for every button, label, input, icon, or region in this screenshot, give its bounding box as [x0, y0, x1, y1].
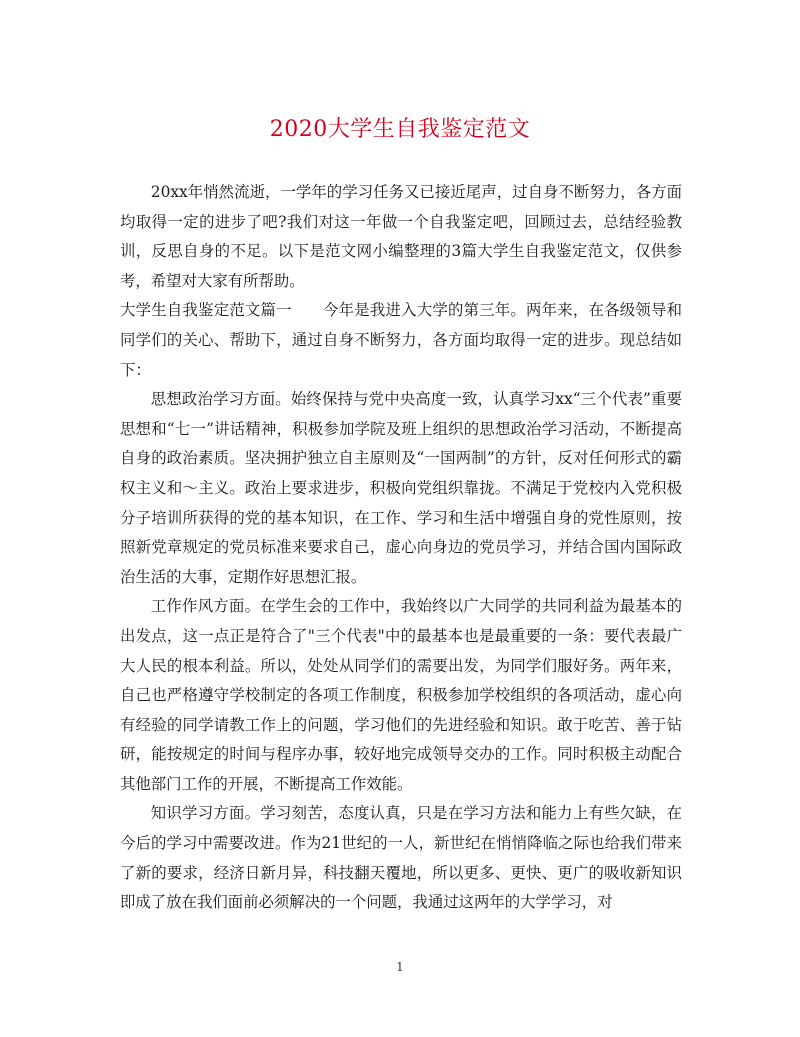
- document-body: [120, 178, 682, 918]
- paragraph-intro: 20xx年悄然流逝，一学年的学习任务又已接近尾声，过自身不断努力，各方面均取得一定的进步了吧?我们对这一年做一个自我鉴定吧，回顾过去，总结经验教训，反思自身的不足。以下是范文网小编整理的3篇大学生自我鉴定范文，仅供参考，希望对大家有所帮助。: [120, 183, 682, 290]
- paragraph-knowledge-study: 知识学习方面。学习刻苦，态度认真，只是在学习方法和能力上有些欠缺，在今后的学习中需要改进。作为21世纪的一人，新世纪在悄悄降临之际也给我们带来了新的要求，经济日新月异，科技翻天覆地，所以更多、更快、更广的吸收新知识即成了放在我们面前必须解决的一个问题，我通过这两年的大学学习，对: [120, 804, 682, 912]
- paragraph-work-style: 工作作风方面。在学生会的工作中，我始终以广大同学的共同利益为最基本的出发点，这一点正是符合了"三个代表"中的最基本也是最重要的一条：要代表最广大人民的根本利益。所以，处处从同学们的需要出发，为同学们服好务。两年来，自己也严格遵守学校制定的各项工作制度，积极参加学校组织的各项活动，虚心向有经验的同学请教工作上的问题，学习他们的先进经验和知识。敢于吃苦、善于钻研，能按规定的时间与程序办事，较好地完成领导交办的工作。同时积极主动配合其他部门工作的开展，不断提高工作效能。: [120, 597, 682, 793]
- document-title: 2020大学生自我鉴定范文: [269, 117, 531, 142]
- paragraph-essay-one-intro: 大学生自我鉴定范文篇一 今年是我进入大学的第三年。两年来，在各级领导和同学们的关心、帮助下，通过自身不断努力，各方面均取得一定的进步。现总结如下：: [120, 301, 682, 379]
- page-number: 1: [396, 960, 404, 974]
- paragraph-political-study: 思想政治学习方面。始终保持与党中央高度一致，认真学习xx“三个代表”重要思想和“七一”讲话精神，积极参加学院及班上组织的思想政治学习活动，不断提高自身的政治素质。坚决拥护独立自主原则及“一国两制”的方针，反对任何形式的霸权主义和～主义。政治上要求进步，积极向党组织靠拢。不满足于党校内入党积极分子培训所获得的党的基本知识，在工作、学习和生活中增强自身的党性原则，按照新党章规定的党员标准来要求自己，虚心向身边的党员学习，并结合国内国际政治生活的大事，定期作好思想汇报。: [120, 390, 682, 586]
